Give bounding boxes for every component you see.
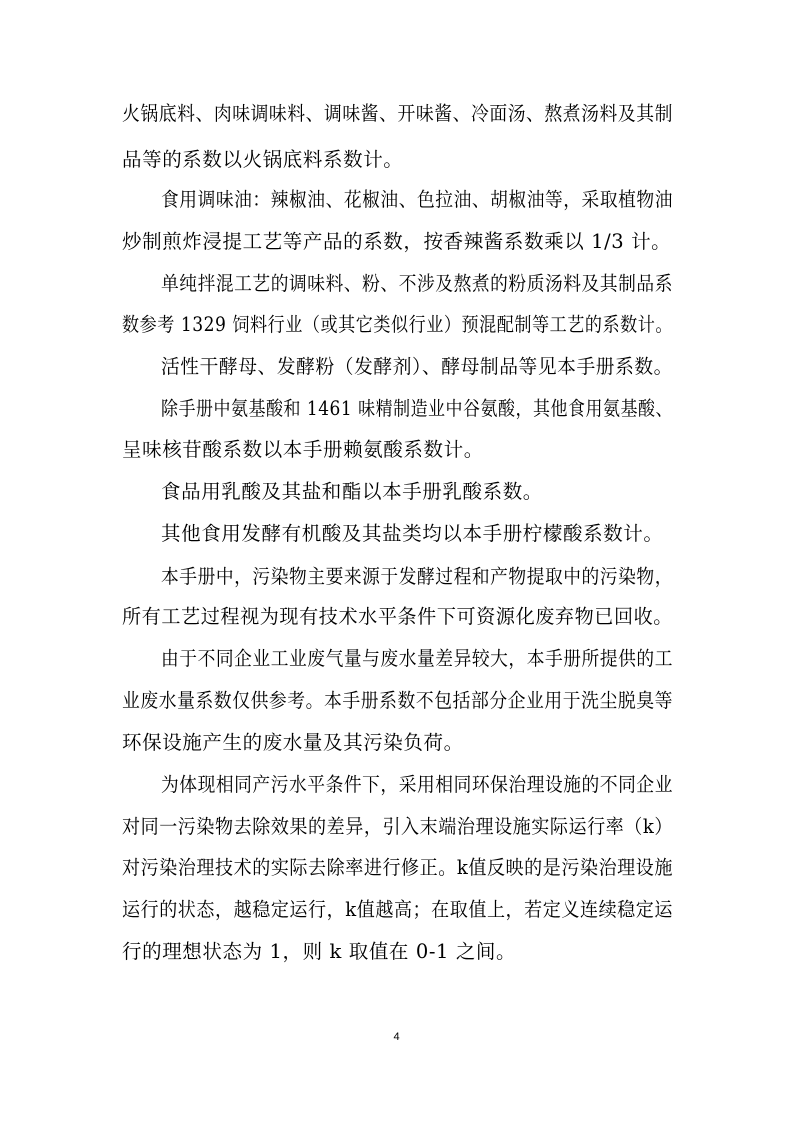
text-line (0, 773, 793, 797)
text-line (0, 313, 793, 337)
paragraph-10-line-1: 为体现相同产污水平条件下，采用相同环保治理设施的不同企业 (161, 773, 673, 796)
paragraph-5-line-2: 呈味核苷酸系数以本手册赖氨酸系数计。 (122, 438, 484, 461)
text-line (0, 480, 793, 504)
text-line (0, 102, 793, 126)
paragraph-1-line-2: 品等的系数以火锅底料系数计。 (122, 148, 404, 171)
text-line (0, 647, 793, 671)
paragraph-3-line-2: 数参考 1329 饲料行业（或其它类似行业）预混配制等工艺的系数计。 (122, 313, 673, 336)
paragraph-6-line-1: 食品用乳酸及其盐和酯以本手册乳酸系数。 (161, 480, 543, 503)
paragraph-10-line-5: 行的理想状态为 1，则 k 取值在 0-1 之间。 (122, 940, 517, 963)
paragraph-3-line-1: 单纯拌混工艺的调味料、粉、不涉及熬煮的粉质汤料及其制品系 (161, 272, 673, 295)
text-line (0, 438, 793, 462)
text-line (0, 355, 793, 379)
paragraph-4-line-1: 活性干酵母、发酵粉（发酵剂）、酵母制品等见本手册系数。 (161, 355, 673, 378)
text-line (0, 815, 793, 839)
text-line (0, 605, 793, 629)
paragraph-1-line-1: 火锅底料、肉味调味料、调味酱、开味酱、冷面汤、熬煮汤料及其制 (122, 102, 673, 125)
text-line (0, 230, 793, 254)
paragraph-5-line-1: 除手册中氨基酸和 1461 味精制造业中谷氨酸，其他食用氨基酸、 (161, 397, 673, 420)
paragraph-10-line-4: 运行的状态，越稳定运行，k值越高；在取值上，若定义连续稳定运 (122, 898, 673, 921)
paragraph-10-line-3: 对污染治理技术的实际去除率进行修正。k值反映的是污染治理设施 (122, 856, 673, 879)
paragraph-2-line-1: 食用调味油：辣椒油、花椒油、色拉油、胡椒油等，采取植物油 (161, 188, 673, 211)
text-line (0, 856, 793, 880)
paragraph-7-line-1: 其他食用发酵有机酸及其盐类均以本手册柠檬酸系数计。 (161, 522, 664, 545)
text-line (0, 522, 793, 546)
paragraph-8-line-1: 本手册中，污染物主要来源于发酵过程和产物提取中的污染物， (161, 565, 673, 588)
text-line (0, 731, 793, 755)
text-line (0, 272, 793, 296)
text-line (0, 188, 793, 212)
text-line (0, 689, 793, 713)
paragraph-9-line-3: 环保设施产生的废水量及其污染负荷。 (122, 731, 464, 754)
text-line (0, 898, 793, 922)
paragraph-10-line-2: 对同一污染物去除效果的差异，引入末端治理设施实际运行率（k） (122, 815, 673, 838)
text-line (0, 397, 793, 421)
paragraph-9-line-1: 由于不同企业工业废气量与废水量差异较大，本手册所提供的工 (161, 647, 673, 670)
text-line (0, 148, 793, 172)
text-line (0, 565, 793, 589)
paragraph-9-line-2: 业废水量系数仅供参考。本手册系数不包括部分企业用于洗尘脱臭等 (122, 689, 673, 712)
paragraph-8-line-2: 所有工艺过程视为现有技术水平条件下可资源化废弃物已回收。 (122, 605, 673, 628)
paragraph-2-line-2: 炒制煎炸浸提工艺等产品的系数，按香辣酱系数乘以 1/3 计。 (122, 230, 672, 253)
page-number: 4 (393, 1031, 400, 1043)
text-line (0, 940, 793, 964)
